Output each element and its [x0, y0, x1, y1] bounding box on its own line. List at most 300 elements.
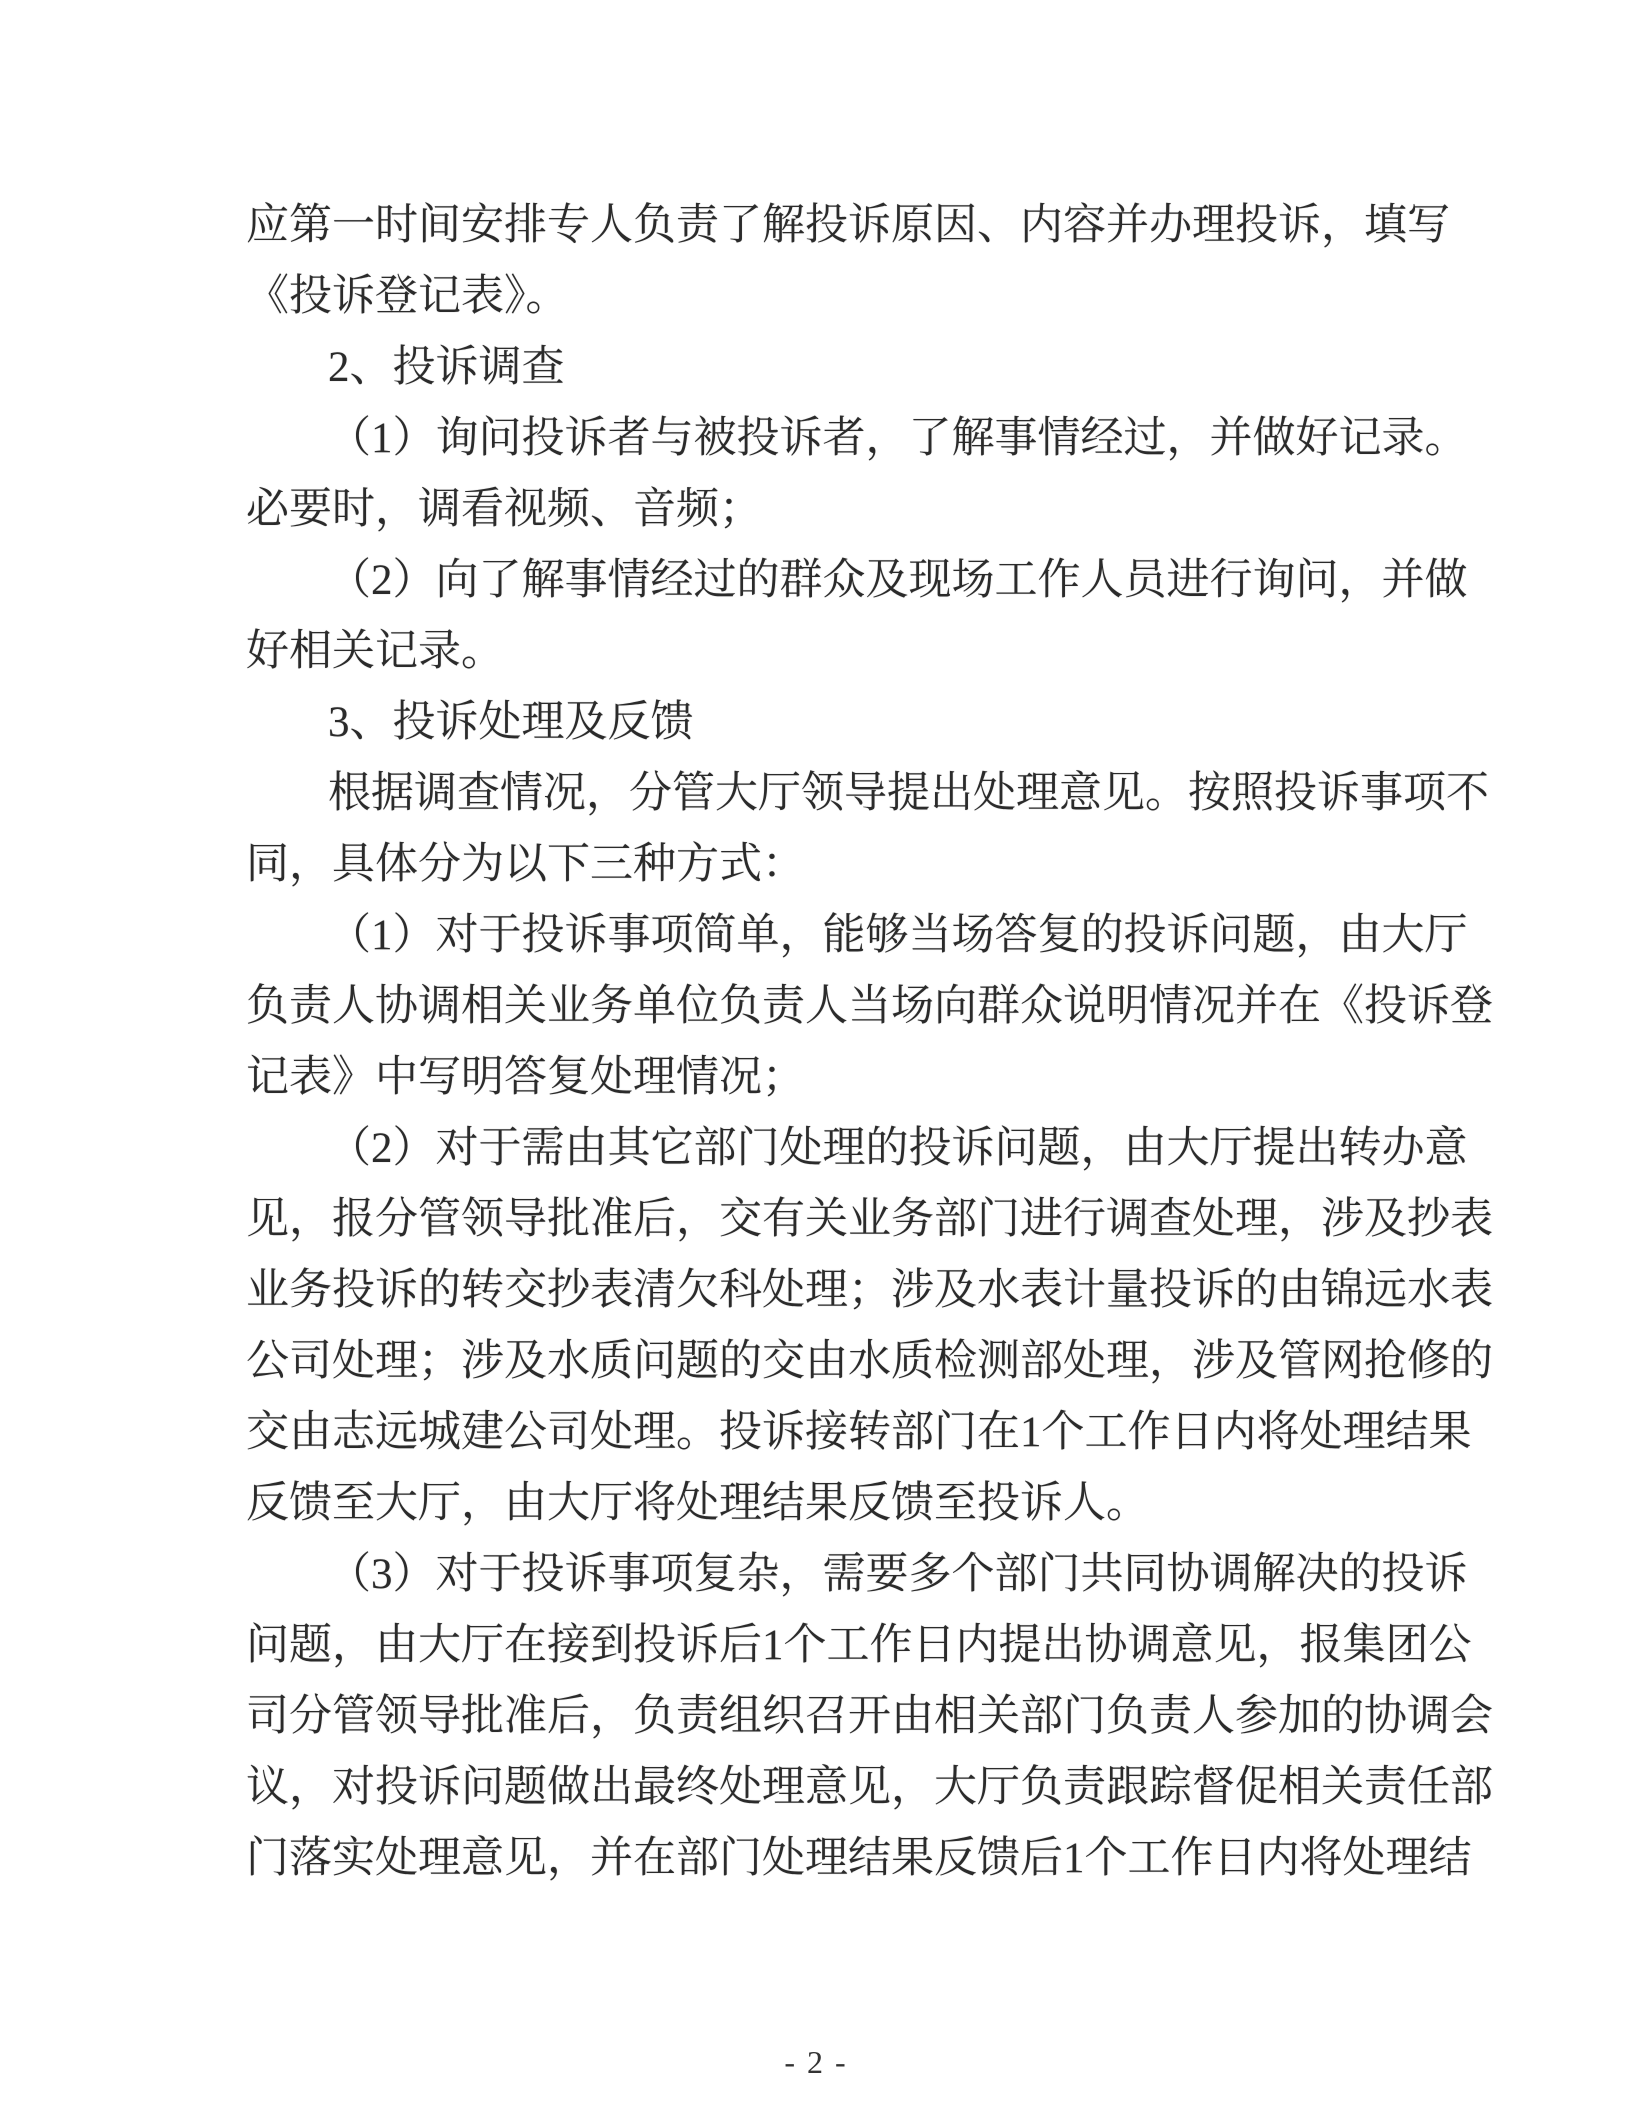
char: 解: [1252, 1551, 1296, 1598]
char: 部: [891, 1409, 934, 1456]
char: 责: [762, 983, 805, 1030]
char: 。: [676, 1409, 719, 1456]
char: 诉: [951, 1125, 995, 1172]
char: 批: [547, 1196, 590, 1243]
char: 责: [1149, 1693, 1192, 1740]
char: 众: [822, 557, 866, 604]
char: 问: [478, 415, 522, 462]
char: 理: [418, 1835, 461, 1882]
char: 网: [1321, 1338, 1364, 1385]
char: 处: [1342, 1835, 1386, 1882]
char: 会: [1450, 1693, 1493, 1740]
char: 问: [1209, 912, 1253, 959]
char: 诉: [779, 415, 823, 462]
char: 投: [1381, 1551, 1425, 1598]
char: 需: [822, 1551, 866, 1598]
char: 将: [1256, 1409, 1300, 1456]
char: ，: [779, 912, 823, 959]
char: 2: [371, 1125, 393, 1172]
char: 交: [246, 1409, 289, 1456]
char: 日: [912, 1622, 956, 1669]
char: 内: [1213, 1409, 1257, 1456]
char: 志: [332, 1409, 375, 1456]
char: 部: [994, 1551, 1038, 1598]
char: 关: [1321, 1764, 1364, 1811]
char: 诉: [1407, 983, 1450, 1030]
char: 落: [289, 1835, 332, 1882]
char: 表: [1450, 1267, 1493, 1314]
char: 询: [1252, 557, 1296, 604]
char: 当: [848, 983, 891, 1030]
char: 并: [1235, 983, 1278, 1030]
char: 一: [332, 202, 375, 249]
char: 部: [693, 1125, 737, 1172]
char: 事: [607, 1551, 651, 1598]
char: 测: [977, 1338, 1020, 1385]
document-line: [246, 1539, 1468, 1610]
char: 《: [1321, 983, 1364, 1030]
char: 人: [332, 983, 375, 1030]
char: 情: [1037, 415, 1081, 462]
char: 相: [934, 1693, 977, 1740]
char: 问: [246, 1622, 289, 1669]
char: 人: [1192, 1693, 1235, 1740]
char: 、: [977, 202, 1020, 249]
char: 场: [891, 983, 934, 1030]
char: 据: [371, 770, 414, 817]
char: 大: [934, 1764, 977, 1811]
char: 查: [457, 770, 500, 817]
char: 后: [633, 1196, 676, 1243]
char: 的: [719, 1338, 762, 1385]
char: 并: [1381, 557, 1425, 604]
char: 结: [848, 1835, 891, 1882]
char: 务: [590, 983, 633, 1030]
char: 理: [822, 1125, 866, 1172]
char: ，: [1149, 1338, 1192, 1385]
char: 业: [848, 1196, 891, 1243]
char: 容: [1063, 202, 1106, 249]
char: 个: [1041, 1409, 1085, 1456]
char: 做: [1252, 415, 1296, 462]
char: 协: [1084, 1622, 1128, 1669]
char: 进: [1020, 1196, 1063, 1243]
char: 需: [521, 1125, 565, 1172]
char: 人: [590, 202, 633, 249]
char: ，: [590, 1693, 633, 1740]
char: 管: [418, 1196, 461, 1243]
char: 处: [375, 1835, 418, 1882]
char: 情: [500, 770, 543, 817]
char: 团: [1385, 1622, 1429, 1669]
char: 量: [1106, 1267, 1149, 1314]
char: 出: [590, 1764, 633, 1811]
char: 投: [719, 1409, 762, 1456]
char: 杂: [736, 1551, 780, 1598]
char: 投: [521, 1551, 565, 1598]
char: ，: [547, 1835, 590, 1882]
char: 个: [783, 1622, 827, 1669]
char: 其: [607, 1125, 651, 1172]
char: 有: [762, 1196, 805, 1243]
char: 登: [1450, 983, 1493, 1030]
char: 门: [934, 1409, 977, 1456]
char: 导: [504, 1196, 547, 1243]
char: 意: [1170, 1622, 1214, 1669]
char: 果: [1428, 1409, 1472, 1456]
char: 事: [994, 415, 1038, 462]
char: 投: [1274, 770, 1317, 817]
char: 1: [762, 1622, 784, 1669]
char: 员: [1123, 557, 1167, 604]
char: 出: [1295, 1125, 1339, 1172]
char: 馈: [977, 1835, 1020, 1882]
char: 问: [461, 1764, 504, 1811]
char: 群: [779, 557, 823, 604]
char: 作: [1127, 1409, 1171, 1456]
char: 门: [977, 1196, 1020, 1243]
char: 锦: [1321, 1267, 1364, 1314]
document-line: [246, 190, 1450, 261]
document-line: [246, 758, 1489, 829]
char: （: [328, 1125, 371, 1172]
char: 1: [1063, 1835, 1085, 1882]
document-line: [246, 1681, 1493, 1752]
char: 诉: [1278, 202, 1321, 249]
char: 题: [289, 1622, 332, 1669]
document-line: 《投诉登记表》。: [246, 273, 569, 320]
char: 的: [418, 1267, 461, 1314]
document-line: 反馈至大厅，由大厅将处理结果反馈至投诉人。: [246, 1480, 1149, 1527]
char: 公: [1428, 1622, 1472, 1669]
char: 接: [805, 1409, 848, 1456]
char: 协: [1166, 1551, 1210, 1598]
char: 了: [719, 202, 762, 249]
char: 处: [762, 1267, 805, 1314]
char: 准: [504, 1693, 547, 1740]
char: 第: [289, 202, 332, 249]
char: 协: [1364, 1693, 1407, 1740]
char: 司: [289, 1338, 332, 1385]
char: 因: [934, 202, 977, 249]
char: 织: [762, 1693, 805, 1740]
char: 复: [693, 1551, 737, 1598]
document-line: [246, 1326, 1493, 1397]
char: ，: [289, 1764, 332, 1811]
char: 2: [371, 557, 393, 604]
char: 在: [977, 1409, 1020, 1456]
char: 它: [650, 1125, 694, 1172]
char: 做: [547, 1764, 590, 1811]
document-line: 2、投诉调查: [328, 344, 565, 391]
char: 反: [934, 1835, 977, 1882]
char: 位: [676, 983, 719, 1030]
char: 投: [1123, 912, 1167, 959]
char: 个: [1084, 1835, 1128, 1882]
char: 理: [375, 1338, 418, 1385]
char: 答: [994, 912, 1038, 959]
char: 责: [1063, 1764, 1106, 1811]
char: ）: [392, 557, 436, 604]
char: 水: [977, 1267, 1020, 1314]
char: 负: [633, 1693, 676, 1740]
char: 相: [1278, 1764, 1321, 1811]
document-line: [246, 545, 1468, 616]
char: 涉: [1192, 1338, 1235, 1385]
char: 意: [1059, 770, 1102, 817]
char: 报: [1299, 1622, 1343, 1669]
char: 开: [848, 1693, 891, 1740]
char: 将: [1299, 1835, 1343, 1882]
char: 厅: [1424, 912, 1468, 959]
document-line: [246, 971, 1493, 1042]
char: ；: [848, 1267, 891, 1314]
char: 厅: [1209, 1125, 1253, 1172]
char: 表: [1020, 1267, 1063, 1314]
char: 负: [633, 202, 676, 249]
char: 解: [951, 415, 995, 462]
char: 领: [375, 1693, 418, 1740]
char: 3: [371, 1551, 393, 1598]
char: 由: [289, 1409, 332, 1456]
char: 集: [1342, 1622, 1386, 1669]
char: ，: [865, 415, 909, 462]
char: 由: [1123, 1125, 1167, 1172]
char: 。: [1145, 770, 1188, 817]
char: 质: [590, 1338, 633, 1385]
char: 的: [865, 1125, 909, 1172]
char: 及: [1364, 1196, 1407, 1243]
char: 清: [633, 1267, 676, 1314]
char: 办: [1149, 202, 1192, 249]
char: 的: [1235, 1267, 1278, 1314]
char: 抄: [547, 1267, 590, 1314]
char: 门: [736, 1125, 780, 1172]
char: 诉: [564, 1551, 608, 1598]
char: 解: [521, 557, 565, 604]
char: 督: [1192, 1764, 1235, 1811]
char: 决: [1295, 1551, 1339, 1598]
char: 城: [418, 1409, 461, 1456]
char: 简: [693, 912, 737, 959]
char: 办: [1381, 1125, 1425, 1172]
char: ，: [332, 1622, 375, 1669]
char: ，: [1256, 1622, 1300, 1669]
char: 解: [762, 202, 805, 249]
char: 好: [1295, 415, 1339, 462]
char: 议: [246, 1764, 289, 1811]
char: 及: [1235, 1338, 1278, 1385]
char: 诉: [418, 1764, 461, 1811]
char: 投: [1235, 202, 1278, 249]
char: 投: [1149, 1267, 1192, 1314]
char: 调: [1106, 1196, 1149, 1243]
char: 者: [822, 415, 866, 462]
char: 理: [1235, 1196, 1278, 1243]
char: 计: [1063, 1267, 1106, 1314]
char: 的: [1080, 912, 1124, 959]
char: 单: [736, 912, 780, 959]
char: 涉: [461, 1338, 504, 1385]
char: 题: [1037, 1125, 1081, 1172]
char: 调: [418, 983, 461, 1030]
char: 远: [1364, 1267, 1407, 1314]
char: 业: [246, 1267, 289, 1314]
char: 内: [1020, 202, 1063, 249]
document-body: [246, 190, 1493, 1894]
char: 调: [1407, 1693, 1450, 1740]
char: 水: [848, 1338, 891, 1385]
char: 项: [1403, 770, 1446, 817]
char: 情: [607, 557, 651, 604]
char: 修: [1407, 1338, 1450, 1385]
char: 询: [435, 415, 479, 462]
char: 当: [908, 912, 952, 959]
char: 务: [289, 1267, 332, 1314]
char: 检: [934, 1338, 977, 1385]
char: 于: [478, 1551, 522, 1598]
char: 安: [461, 202, 504, 249]
char: 能: [822, 912, 866, 959]
char: 记: [1338, 415, 1382, 462]
document-line: [246, 1184, 1493, 1255]
char: 提: [998, 1622, 1042, 1669]
char: 转: [461, 1267, 504, 1314]
char: 部: [934, 1196, 977, 1243]
char: ）: [392, 912, 436, 959]
char: 任: [1407, 1764, 1450, 1811]
char: 结: [1385, 1409, 1429, 1456]
char: 工: [994, 557, 1038, 604]
char: 负: [1106, 1693, 1149, 1740]
char: 交: [719, 1196, 762, 1243]
char: 场: [951, 912, 995, 959]
char: 理: [1106, 1338, 1149, 1385]
char: 过: [1123, 415, 1167, 462]
char: 应: [246, 202, 289, 249]
char: 提: [1252, 1125, 1296, 1172]
char: 门: [1037, 1551, 1081, 1598]
char: （: [328, 1551, 371, 1598]
char: 召: [805, 1693, 848, 1740]
document-line: [246, 1113, 1468, 1184]
char: 诉: [564, 912, 608, 959]
char: 说: [1063, 983, 1106, 1030]
char: 投: [521, 912, 565, 959]
char: 后: [719, 1622, 762, 1669]
char: 1: [371, 912, 393, 959]
char: 提: [887, 770, 930, 817]
char: （: [328, 557, 371, 604]
char: 于: [478, 1125, 522, 1172]
char: 理: [1016, 770, 1059, 817]
char: 进: [1166, 557, 1210, 604]
char: 处: [973, 770, 1016, 817]
char: 结: [1428, 1835, 1472, 1882]
char: 调: [1209, 1551, 1253, 1598]
char: 诉: [848, 202, 891, 249]
char: 负: [719, 983, 762, 1030]
char: 查: [1149, 1196, 1192, 1243]
char: 最: [633, 1764, 676, 1811]
char: 踪: [1149, 1764, 1192, 1811]
char: 司: [246, 1693, 289, 1740]
char: 被: [693, 415, 737, 462]
char: ，: [1166, 415, 1210, 462]
char: 协: [375, 983, 418, 1030]
char: 加: [1278, 1693, 1321, 1740]
char: 群: [977, 983, 1020, 1030]
char: 诉: [1192, 1267, 1235, 1314]
char: 批: [461, 1693, 504, 1740]
char: ，: [1080, 1125, 1124, 1172]
char: 的: [1450, 1338, 1493, 1385]
char: 由: [1278, 1267, 1321, 1314]
char: 责: [676, 1693, 719, 1740]
document-line: [246, 1397, 1472, 1468]
char: 见: [246, 1196, 289, 1243]
char: 导: [844, 770, 887, 817]
char: 抄: [1407, 1196, 1450, 1243]
char: ，: [586, 770, 629, 817]
char: ，: [891, 1764, 934, 1811]
char: 理: [1192, 202, 1235, 249]
char: 工: [826, 1622, 870, 1669]
char: 专: [547, 202, 590, 249]
char: 经: [1080, 415, 1124, 462]
char: 填: [1364, 202, 1407, 249]
char: 及: [934, 1267, 977, 1314]
char: ，: [289, 1196, 332, 1243]
char: 处: [332, 1338, 375, 1385]
document-line: 3、投诉处理及反馈: [328, 699, 694, 746]
char: 调: [1127, 1622, 1171, 1669]
char: 关: [504, 983, 547, 1030]
char: 见: [1213, 1622, 1257, 1669]
char: 由: [375, 1622, 418, 1669]
char: 作: [1037, 557, 1081, 604]
char: 导: [418, 1693, 461, 1740]
char: 原: [891, 202, 934, 249]
char: 在: [504, 1622, 547, 1669]
char: 工: [1127, 1835, 1171, 1882]
char: 涉: [1321, 1196, 1364, 1243]
char: 事: [607, 912, 651, 959]
char: 1: [1020, 1409, 1042, 1456]
char: 终: [676, 1764, 719, 1811]
char: 共: [1080, 1551, 1124, 1598]
char: 处: [762, 1835, 805, 1882]
char: 个: [951, 1551, 995, 1598]
char: 水: [1407, 1267, 1450, 1314]
char: 况: [1192, 983, 1235, 1030]
char: 了: [908, 415, 952, 462]
char: 责: [676, 202, 719, 249]
char: 分: [629, 770, 672, 817]
char: 并: [590, 1835, 633, 1882]
char: 间: [418, 202, 461, 249]
char: 处: [1299, 1409, 1343, 1456]
char: 对: [332, 1764, 375, 1811]
char: 意: [805, 1764, 848, 1811]
char: 处: [1063, 1338, 1106, 1385]
document-line: 同，具体分为以下三种方式：: [246, 841, 805, 888]
char: 门: [246, 1835, 289, 1882]
char: 多: [908, 1551, 952, 1598]
char: 参: [1235, 1693, 1278, 1740]
char: 同: [1123, 1551, 1167, 1598]
char: 欠: [676, 1267, 719, 1314]
